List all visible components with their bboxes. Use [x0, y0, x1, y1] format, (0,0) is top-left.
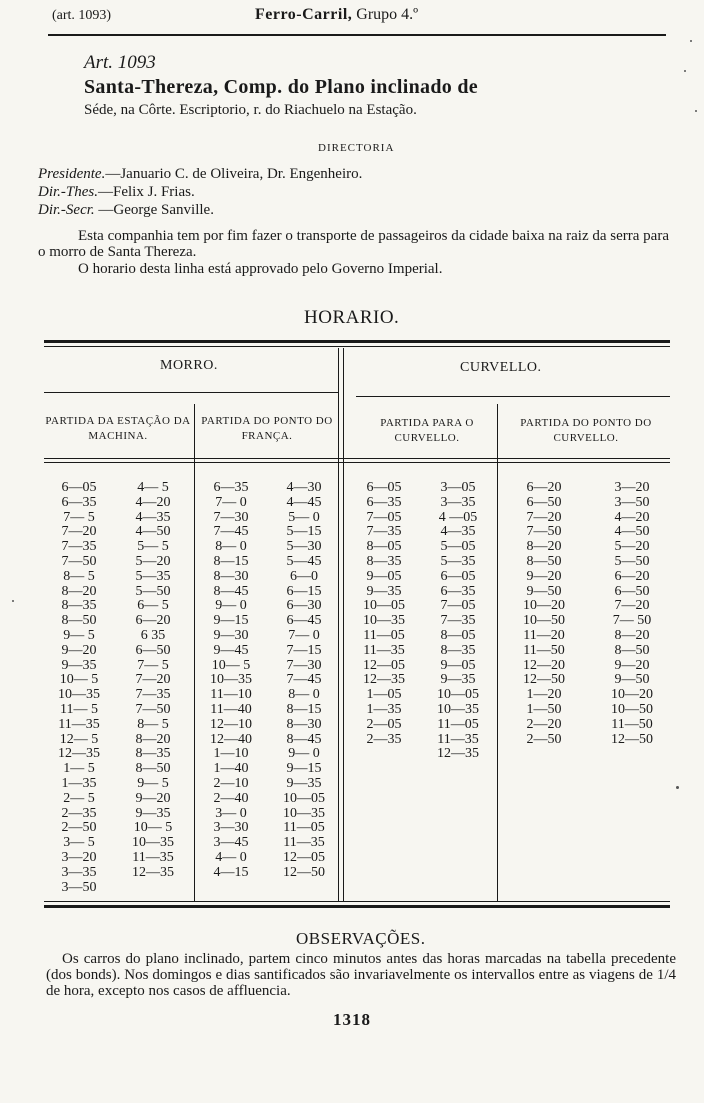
times-franca-b: [276, 481, 332, 881]
time-cell: 1—20: [526, 687, 562, 703]
group-rule-curvello: [356, 396, 670, 397]
time-cell: 12—35: [132, 864, 174, 880]
subheader-ponto-franca: PARTIDA DO PONTO DO FRANÇA.: [201, 415, 333, 442]
time-cell: 9—35: [286, 775, 322, 791]
time-cell: 9— 5: [137, 775, 169, 791]
time-cell: 1—35: [61, 775, 97, 791]
time-cell: 11—20: [523, 627, 565, 643]
time-cell: 7—05: [440, 598, 476, 614]
timetable-bottom-rule: [44, 901, 670, 902]
time-cell: 11—35: [437, 731, 479, 747]
time-cell: 11—35: [132, 849, 174, 865]
time-cell: 7—50: [135, 701, 171, 717]
time-cell: 7— 0: [288, 627, 320, 643]
time-cell: 7—15: [286, 642, 322, 658]
timetable-title: HORARIO.: [304, 307, 400, 328]
approval-note: O horario desta linha está approvado pelo Governo Imperial.: [78, 261, 443, 277]
time-cell: 8—30: [213, 568, 249, 584]
staff-role: Presidente.: [38, 166, 106, 182]
time-cell: 1—50: [526, 701, 562, 717]
time-cell: 11—10: [210, 687, 252, 703]
time-cell: 2—05: [366, 716, 402, 732]
time-cell: 6—35: [440, 583, 476, 599]
time-cell: 9— 0: [215, 598, 247, 614]
time-cell: 6— 5: [137, 598, 169, 614]
time-cell: 2—50: [61, 820, 97, 836]
time-cell: 4— 5: [137, 480, 169, 495]
time-cell: 5— 5: [137, 539, 169, 555]
observations-text: Os carros do plano inclinado, partem cinco minutos antes das horas marcadas na tabella precedente (dos bonds). Nos domingos e dias santificados são invariavelmente os intervallos entre as viagens de 1/4 de hora, excepto nos casos de affluencia.: [46, 951, 676, 999]
time-cell: 6—0: [290, 568, 318, 584]
time-cell: 3—35: [440, 494, 476, 510]
time-cell: 7—30: [286, 657, 322, 673]
time-cell: 9—30: [213, 627, 249, 643]
time-cell: 8—50: [135, 761, 171, 777]
time-cell: 12—35: [437, 746, 479, 762]
time-cell: 3—50: [61, 879, 97, 895]
time-cell: 1— 5: [63, 761, 95, 777]
time-cell: 7— 5: [63, 509, 95, 525]
time-cell: 7— 0: [215, 494, 247, 510]
time-cell: 6—05: [61, 480, 97, 495]
observations-title: OBSERVAÇÕES.: [296, 929, 426, 948]
header-bottom-rule: [44, 462, 670, 463]
timetable-top-rule: [44, 340, 670, 343]
time-cell: 8—35: [440, 642, 476, 658]
staff-person: —Januario C. de Oliveira, Dr. Engenheiro.: [105, 166, 363, 182]
time-cell: 12—50: [283, 864, 325, 880]
time-cell: 5—35: [135, 568, 171, 584]
staff-role: Dir.-Thes.: [38, 184, 99, 200]
print-speck: [690, 40, 692, 42]
time-cell: 7—45: [213, 524, 249, 540]
time-cell: 11—50: [611, 716, 653, 732]
time-cell: 3—05: [440, 480, 476, 495]
time-cell: 6—20: [135, 613, 171, 629]
running-header-bold: Ferro-Carril,: [255, 6, 353, 23]
time-cell: 4—50: [614, 524, 650, 540]
time-cell: 8—05: [440, 627, 476, 643]
time-cell: 5— 0: [288, 509, 320, 525]
time-cell: 6 35: [140, 627, 166, 643]
time-cell: 8—20: [526, 539, 562, 555]
time-cell: 11— 5: [60, 701, 98, 717]
time-cell: 10— 5: [133, 820, 173, 836]
time-cell: 5—35: [440, 553, 476, 569]
times-estacao-b: [126, 481, 180, 881]
time-cell: 1—10: [213, 746, 249, 762]
print-speck: [12, 600, 14, 602]
time-cell: 4—15: [213, 864, 249, 880]
time-cell: 10—50: [611, 701, 653, 717]
running-header-group: Grupo 4.º: [352, 6, 419, 23]
time-cell: 9—20: [614, 657, 650, 673]
group-header-morro: MORRO.: [160, 358, 218, 373]
time-cell: 8—50: [61, 613, 97, 629]
time-cell: 11—35: [283, 835, 325, 851]
time-cell: 9—20: [526, 568, 562, 584]
header-rule: [48, 34, 666, 36]
time-cell: 9— 0: [288, 746, 320, 762]
time-cell: 7—20: [135, 672, 171, 688]
time-cell: 7—20: [61, 524, 97, 540]
time-cell: 11—50: [523, 642, 565, 658]
subheader-estacao-machina: PARTIDA DA ESTAÇÃO DA MACHINA.: [45, 415, 191, 442]
column-divider: [338, 348, 339, 901]
time-cell: 6—50: [526, 494, 562, 510]
time-cell: 10—35: [210, 672, 252, 688]
time-cell: 9—20: [135, 790, 171, 806]
time-cell: 4—35: [135, 509, 171, 525]
time-cell: 9—50: [526, 583, 562, 599]
time-cell: 5—05: [440, 539, 476, 555]
company-name: Santa-Thereza, Comp. do Plano inclinado de: [84, 76, 478, 98]
time-cell: 11—35: [363, 642, 405, 658]
time-cell: 1—35: [366, 701, 402, 717]
time-cell: 7—50: [61, 553, 97, 569]
time-cell: 5—20: [135, 553, 171, 569]
time-cell: 11—40: [210, 701, 252, 717]
time-cell: 9—35: [135, 805, 171, 821]
time-cell: 8— 5: [63, 568, 95, 584]
time-cell: 7—35: [61, 539, 97, 555]
column-divider: [343, 348, 344, 901]
staff-secretary: [38, 202, 214, 219]
time-cell: 4 —05: [438, 509, 478, 525]
time-cell: 5—50: [614, 553, 650, 569]
group-rule-morro: [44, 392, 338, 393]
time-cell: 8—50: [526, 553, 562, 569]
time-cell: 4— 0: [215, 849, 247, 865]
time-cell: 12—20: [523, 657, 565, 673]
time-cell: 12—35: [58, 746, 100, 762]
time-cell: 5—15: [286, 524, 322, 540]
time-cell: 11—05: [437, 716, 479, 732]
time-cell: 12—05: [363, 657, 405, 673]
time-cell: 2—35: [61, 805, 97, 821]
time-cell: 7—20: [526, 509, 562, 525]
time-cell: 9—05: [440, 657, 476, 673]
time-cell: 7—45: [286, 672, 322, 688]
print-speck: [676, 786, 679, 789]
time-cell: 2—10: [213, 775, 249, 791]
time-cell: 10—05: [363, 598, 405, 614]
staff-treasurer: [38, 184, 195, 201]
print-speck: [684, 70, 686, 72]
directoria-heading: DIRECTORIA: [318, 142, 395, 154]
time-cell: 2— 5: [63, 790, 95, 806]
time-cell: 11—05: [283, 820, 325, 836]
time-cell: 11—05: [363, 627, 405, 643]
time-cell: 7—50: [526, 524, 562, 540]
time-cell: 5—50: [135, 583, 171, 599]
time-cell: 9—50: [614, 672, 650, 688]
subheader-para-curvello: PARTIDA PARA O CURVELLO.: [380, 417, 474, 444]
time-cell: 9—35: [366, 583, 402, 599]
time-cell: 8—05: [366, 539, 402, 555]
subheader-ponto-curvello: PARTIDA DO PONTO DO CURVELLO.: [520, 417, 652, 444]
time-cell: 10— 5: [59, 672, 99, 688]
times-curvello-b: [604, 481, 660, 747]
time-cell: 8—35: [61, 598, 97, 614]
time-cell: 3—50: [614, 494, 650, 510]
time-cell: 10—05: [283, 790, 325, 806]
time-cell: 9—35: [440, 672, 476, 688]
time-cell: 3—20: [61, 849, 97, 865]
time-cell: 6—45: [286, 613, 322, 629]
time-cell: 4—35: [440, 524, 476, 540]
time-cell: 1—05: [366, 687, 402, 703]
time-cell: 12—40: [210, 731, 252, 747]
time-cell: 7—35: [135, 687, 171, 703]
time-cell: 8—35: [135, 746, 171, 762]
article-number: Art. 1093: [84, 52, 156, 73]
time-cell: 7—20: [614, 598, 650, 614]
time-cell: 5—20: [614, 539, 650, 555]
company-description: Esta companhia tem por fim fazer o transporte de passageiros da cidade baixa na raiz da serra para o morro de Santa Thereza.: [38, 228, 669, 260]
print-speck: [695, 110, 697, 112]
time-cell: 6—15: [286, 583, 322, 599]
time-cell: 8— 0: [215, 539, 247, 555]
time-cell: 9—35: [61, 657, 97, 673]
time-cell: 8—50: [614, 642, 650, 658]
time-cell: 3—45: [213, 835, 249, 851]
time-cell: 10—35: [132, 835, 174, 851]
time-cell: 8—15: [286, 701, 322, 717]
column-divider: [497, 404, 498, 901]
time-cell: 9— 5: [63, 627, 95, 643]
time-cell: 6—20: [526, 480, 562, 495]
time-cell: 11—35: [58, 716, 100, 732]
staff-president: [38, 166, 362, 183]
time-cell: 4—20: [135, 494, 171, 510]
group-header-curvello: CURVELLO.: [460, 360, 542, 375]
time-cell: 8— 5: [137, 716, 169, 732]
time-cell: 12—05: [283, 849, 325, 865]
time-cell: 4—20: [614, 509, 650, 525]
time-cell: 10—05: [437, 687, 479, 703]
time-cell: 6—35: [61, 494, 97, 510]
time-cell: 7—35: [366, 524, 402, 540]
staff-person: —George Sanville.: [94, 202, 214, 218]
time-cell: 12—50: [611, 731, 653, 747]
time-cell: 3—35: [61, 864, 97, 880]
timetable-top-rule-thin: [44, 346, 670, 347]
times-para-curvello-a: [356, 481, 412, 747]
running-header-article-ref: (art. 1093): [52, 8, 112, 23]
header-bottom-rule: [44, 458, 670, 459]
time-cell: 12— 5: [59, 731, 99, 747]
time-cell: 6—30: [286, 598, 322, 614]
time-cell: 8—20: [614, 627, 650, 643]
time-cell: 8—30: [286, 716, 322, 732]
staff-role: Dir.-Secr.: [38, 202, 95, 218]
time-cell: 9—15: [213, 613, 249, 629]
time-cell: 6—50: [614, 583, 650, 599]
times-franca-a: [204, 481, 258, 881]
time-cell: 8—45: [286, 731, 322, 747]
time-cell: 4—50: [135, 524, 171, 540]
time-cell: 5—45: [286, 553, 322, 569]
company-address: Séde, na Côrte. Escriptorio, r. do Riachuelo na Estação.: [84, 102, 417, 118]
times-estacao-a: [52, 481, 106, 895]
time-cell: 7— 5: [137, 657, 169, 673]
time-cell: 10—35: [58, 687, 100, 703]
timetable-bottom-rule-thick: [44, 905, 670, 908]
times-para-curvello-b: [430, 481, 486, 762]
times-curvello-a: [516, 481, 572, 747]
time-cell: 10—35: [363, 613, 405, 629]
time-cell: 12—10: [210, 716, 252, 732]
time-cell: 8—35: [366, 553, 402, 569]
time-cell: 8—20: [61, 583, 97, 599]
time-cell: 9—05: [366, 568, 402, 584]
time-cell: 10— 5: [211, 657, 251, 673]
time-cell: 10—35: [437, 701, 479, 717]
page-number: 1318: [333, 1010, 371, 1029]
time-cell: 6—05: [440, 568, 476, 584]
time-cell: 2—20: [526, 716, 562, 732]
time-cell: 9—20: [61, 642, 97, 658]
time-cell: 3—20: [614, 480, 650, 495]
time-cell: 3—30: [213, 820, 249, 836]
time-cell: 10—20: [611, 687, 653, 703]
time-cell: 10—20: [523, 598, 565, 614]
column-divider: [194, 404, 195, 901]
staff-person: —Felix J. Frias.: [98, 184, 195, 200]
time-cell: 8—20: [135, 731, 171, 747]
time-cell: 9—45: [213, 642, 249, 658]
time-cell: 7— 50: [612, 613, 652, 629]
time-cell: 3— 5: [63, 835, 95, 851]
time-cell: 8—15: [213, 553, 249, 569]
time-cell: 8—45: [213, 583, 249, 599]
time-cell: 12—35: [363, 672, 405, 688]
time-cell: 12—50: [523, 672, 565, 688]
time-cell: 6—35: [366, 494, 402, 510]
time-cell: 2—35: [366, 731, 402, 747]
time-cell: 5—30: [286, 539, 322, 555]
time-cell: 7—30: [213, 509, 249, 525]
time-cell: 6—20: [614, 568, 650, 584]
time-cell: 8— 0: [288, 687, 320, 703]
time-cell: 6—35: [213, 480, 249, 495]
time-cell: 10—50: [523, 613, 565, 629]
time-cell: 4—45: [286, 494, 322, 510]
time-cell: 7—05: [366, 509, 402, 525]
time-cell: 3— 0: [215, 805, 247, 821]
time-cell: 9—15: [286, 761, 322, 777]
time-cell: 4—30: [286, 480, 322, 495]
time-cell: 7—35: [440, 613, 476, 629]
time-cell: 6—50: [135, 642, 171, 658]
time-cell: 2—40: [213, 790, 249, 806]
time-cell: 2—50: [526, 731, 562, 747]
running-header-title: [255, 6, 418, 24]
time-cell: 10—35: [283, 805, 325, 821]
time-cell: 6—05: [366, 480, 402, 495]
time-cell: 1—40: [213, 761, 249, 777]
